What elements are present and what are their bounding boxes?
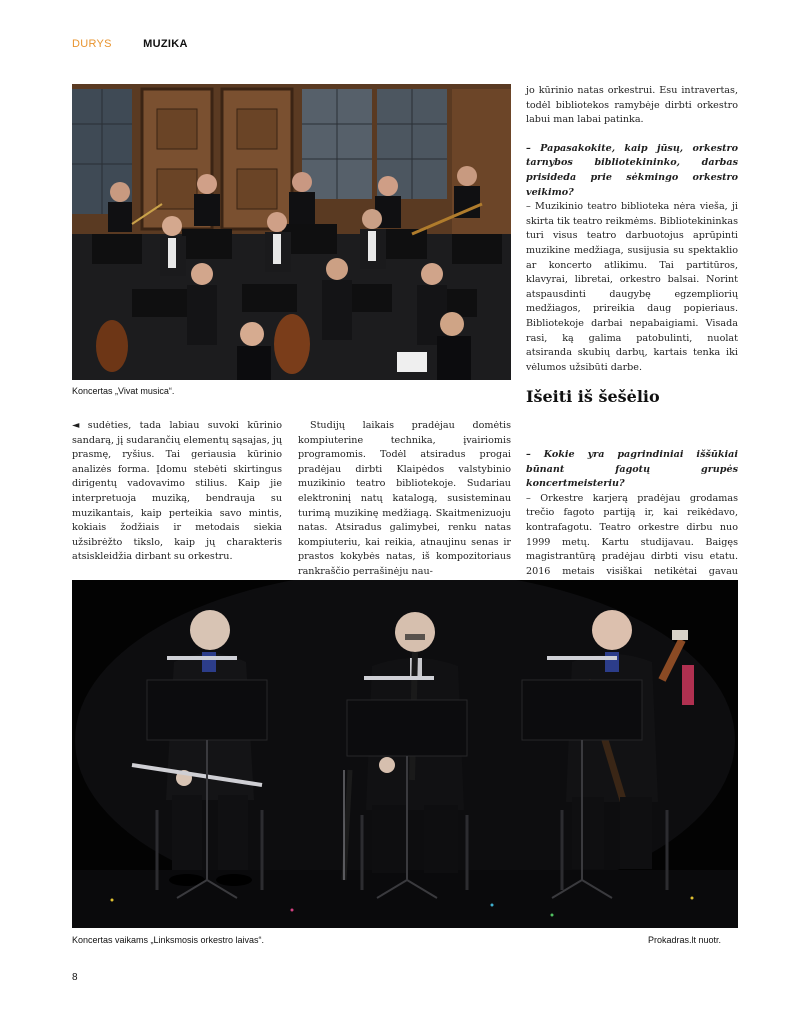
section-subheading: Išeiti iš šešėlio bbox=[526, 387, 660, 406]
wind-trio-photo bbox=[72, 580, 738, 928]
magazine-brand: DURYS bbox=[72, 38, 112, 50]
article-column-2 bbox=[298, 419, 511, 580]
article-column-3-top bbox=[526, 84, 738, 375]
section-title: MUZIKA bbox=[143, 38, 188, 50]
bottom-photo-caption: Koncertas vaikams „Linksmosis orkestro laivas“. bbox=[72, 935, 265, 945]
paragraph: Studijų laikais pradėjau domėtis kompiuterine technika, įvairiomis programomis. Todėl atsiradus progai pradėjau dirbti Klaipėdos valstybinio muzikinio teatro bibliotekoje. Sudariau elektroninį natų katalogą, susisteminau turimą muzikinę medžiagą. Skaitmenizuoju natas. Atsiradus galimybei, renku natas kompiuteriu, kai reikia, atnaujinu senas ir prastos kokybės natas, iš kompozitoriaus rankraščio perrašinėju nau- bbox=[298, 420, 511, 577]
photo-credit: Prokadras.lt nuotr. bbox=[648, 935, 722, 945]
orchestra-concert-photo bbox=[72, 84, 511, 380]
article-column-1 bbox=[72, 419, 282, 565]
paragraph: jo kūrinio natas orkestrui. Esu intravertas, todėl bibliotekos ramybėje dirbti orkestro labui man labai patinka. bbox=[526, 85, 738, 126]
paragraph: ◄ sudėties, tada labiau suvoki kūrinio sandarą, jį sudarančių elementų sąsajas, jų prasmę, ryšius. Tai geriausia kūrinio analizės forma. Įdomu stebėti skirtingus dirigentų vadovavimo stilius. Kaip jie interpretuoja muziką, bendrauja su muzikantais, kaip perteikia savo mintis, kokiais žodžiais ir metodais siekia užsibrėžto tikslo, kaip jų charakteris atsiskleidžia dirbant su orkestru. bbox=[72, 420, 282, 563]
top-photo-caption: Koncertas „Vivat musica“. bbox=[72, 386, 175, 396]
interview-answer: – Muzikinio teatro biblioteka nėra vieša, ji skirta tik teatro reikmėms. Bibliotekininkas turi visus teatro darbuotojus aprūpinti muzikine medžiaga, susijusia su spektaklio ar koncerto atlikimu. Tai partitūros, klavyrai, libretai, orkestro balsai. Norint atspausdinti daugybę egzempliorių medžiagos, prireikia daug popieriaus. Bibliotekoje darbai nepabaigiami. Visada rasi, ką galima patobulinti, nuolat atsiranda skubių darbų, kartais tenka iki vėlumos užsibūti darbe. bbox=[526, 201, 738, 373]
page-header bbox=[72, 38, 188, 50]
interview-question: – Papasakokite, kaip jūsų, orkestro tarnybos bibliotekininko, darbas prisideda prie sėkmingo orkestro veikimo? bbox=[526, 142, 738, 198]
interview-answer: – Orkestre karjerą pradėjau grodamas trečio fagoto partiją ir, kai reikėdavo, kontrafagotu. Teatro orkestre dirbu nuo 1999 metų. Kartu studijavau. Baigęs magistrantūrą pradėjau dirbti visu etatu. 2016 metais visiškai netikėtai gavau bbox=[526, 492, 738, 577]
page-number: 8 bbox=[72, 972, 78, 983]
article-column-3-bottom bbox=[526, 448, 738, 594]
interview-question: – Kokie yra pagrindiniai iššūkiai būnant fagotų grupės koncertmeisteriu? bbox=[526, 449, 738, 490]
